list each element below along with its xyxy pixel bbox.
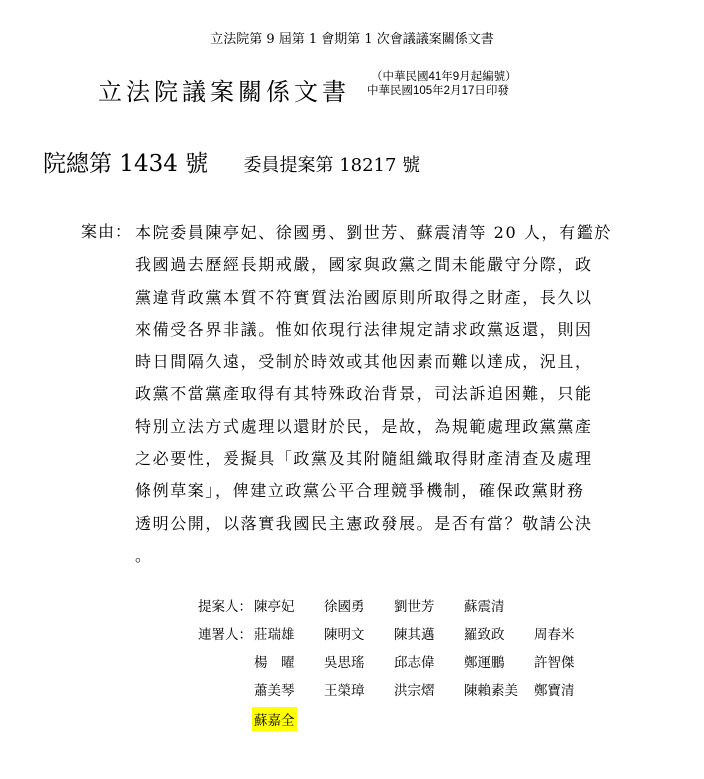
proposer-name: 劉世芳 (394, 599, 435, 614)
cosigners-label: 連署人： (198, 627, 252, 642)
cosigner-name: 王榮璋 (324, 683, 365, 698)
cause-line: 黨違背政黨本質不符實質法治國原則所取得之財產，長久以 (135, 287, 593, 307)
document-title: 立法院議案關係文書 (98, 78, 350, 106)
cosigner-name: 周春米 (534, 627, 575, 642)
document-numbers (43, 145, 420, 178)
edition-numbering-note: （中華民國41年9月起編號） (371, 71, 517, 83)
cosigner-name: 許智傑 (534, 655, 575, 670)
running-header: 立法院第 9 屆第 1 會期第 1 次會議議案關係文書 (210, 32, 494, 47)
cosigner-name: 羅致政 (464, 627, 505, 642)
cosigner-name: 邱志偉 (394, 655, 435, 670)
proposer-name: 陳亭妃 (254, 599, 295, 614)
cosigner-name: 洪宗熠 (394, 683, 435, 698)
cosigner-name: 陳賴素美 (464, 683, 518, 698)
proposer-name: 蘇震清 (464, 599, 505, 614)
cosigner-name: 吳思瑤 (324, 655, 365, 670)
cause-line: 時日間隔久遠，受制於時效或其他因素而難以達成，況且， (135, 352, 593, 372)
cosigner-name: 蕭美琴 (254, 683, 295, 698)
cause-line: 來備受各界非議。惟如依現行法律規定請求政黨返還，則因 (135, 319, 593, 339)
cause-line: 透明公開，以落實我國民主憲政發展。是否有當？敬請公決 (135, 513, 593, 533)
cosigner-name-highlighted: 蘇嘉全 (252, 707, 297, 731)
proposer-name: 徐國勇 (324, 599, 365, 614)
cause-line: 本院委員陳亭妃、徐國勇、劉世芳、蘇震清等 20 人，有鑑於 (135, 223, 612, 242)
cosigner-name: 鄭運鵬 (464, 655, 505, 670)
proposers-label: 提案人： (198, 599, 252, 614)
cause-line: 特別立法方式處理以還財於民，是故，為規範處理政黨黨產 (135, 416, 593, 436)
cause-line: 我國過去歷經長期戒嚴，國家與政黨之間未能嚴守分際，政 (135, 255, 593, 275)
proposal-number: 委員提案第 18217 號 (243, 155, 421, 176)
edition-info (367, 70, 517, 98)
cause-text (135, 217, 655, 572)
cause-line: 之必要性，爰擬具「政黨及其附隨組織取得財產清查及處理 (135, 449, 593, 469)
cause-line: 條例草案」，俾建立政黨公平合理競爭機制，確保政黨財務 (135, 481, 585, 501)
cause-line: 。 (135, 545, 153, 565)
cosigner-name: 陳其邁 (394, 627, 435, 642)
print-date: 中華民國105年2月17日印發 (367, 85, 509, 97)
cause-label: 案由： (81, 222, 133, 241)
cosigner-name: 陳明文 (324, 627, 365, 642)
cosigner-name: 莊瑞雄 (254, 627, 295, 642)
cosigner-name: 楊 曜 (254, 655, 295, 670)
cause-line: 政黨不當黨產取得有其特殊政治背景，司法訴追困難，只能 (135, 384, 593, 404)
cosigner-name: 鄭寶清 (534, 683, 575, 698)
general-number: 院總第 1434 號 (43, 151, 209, 177)
